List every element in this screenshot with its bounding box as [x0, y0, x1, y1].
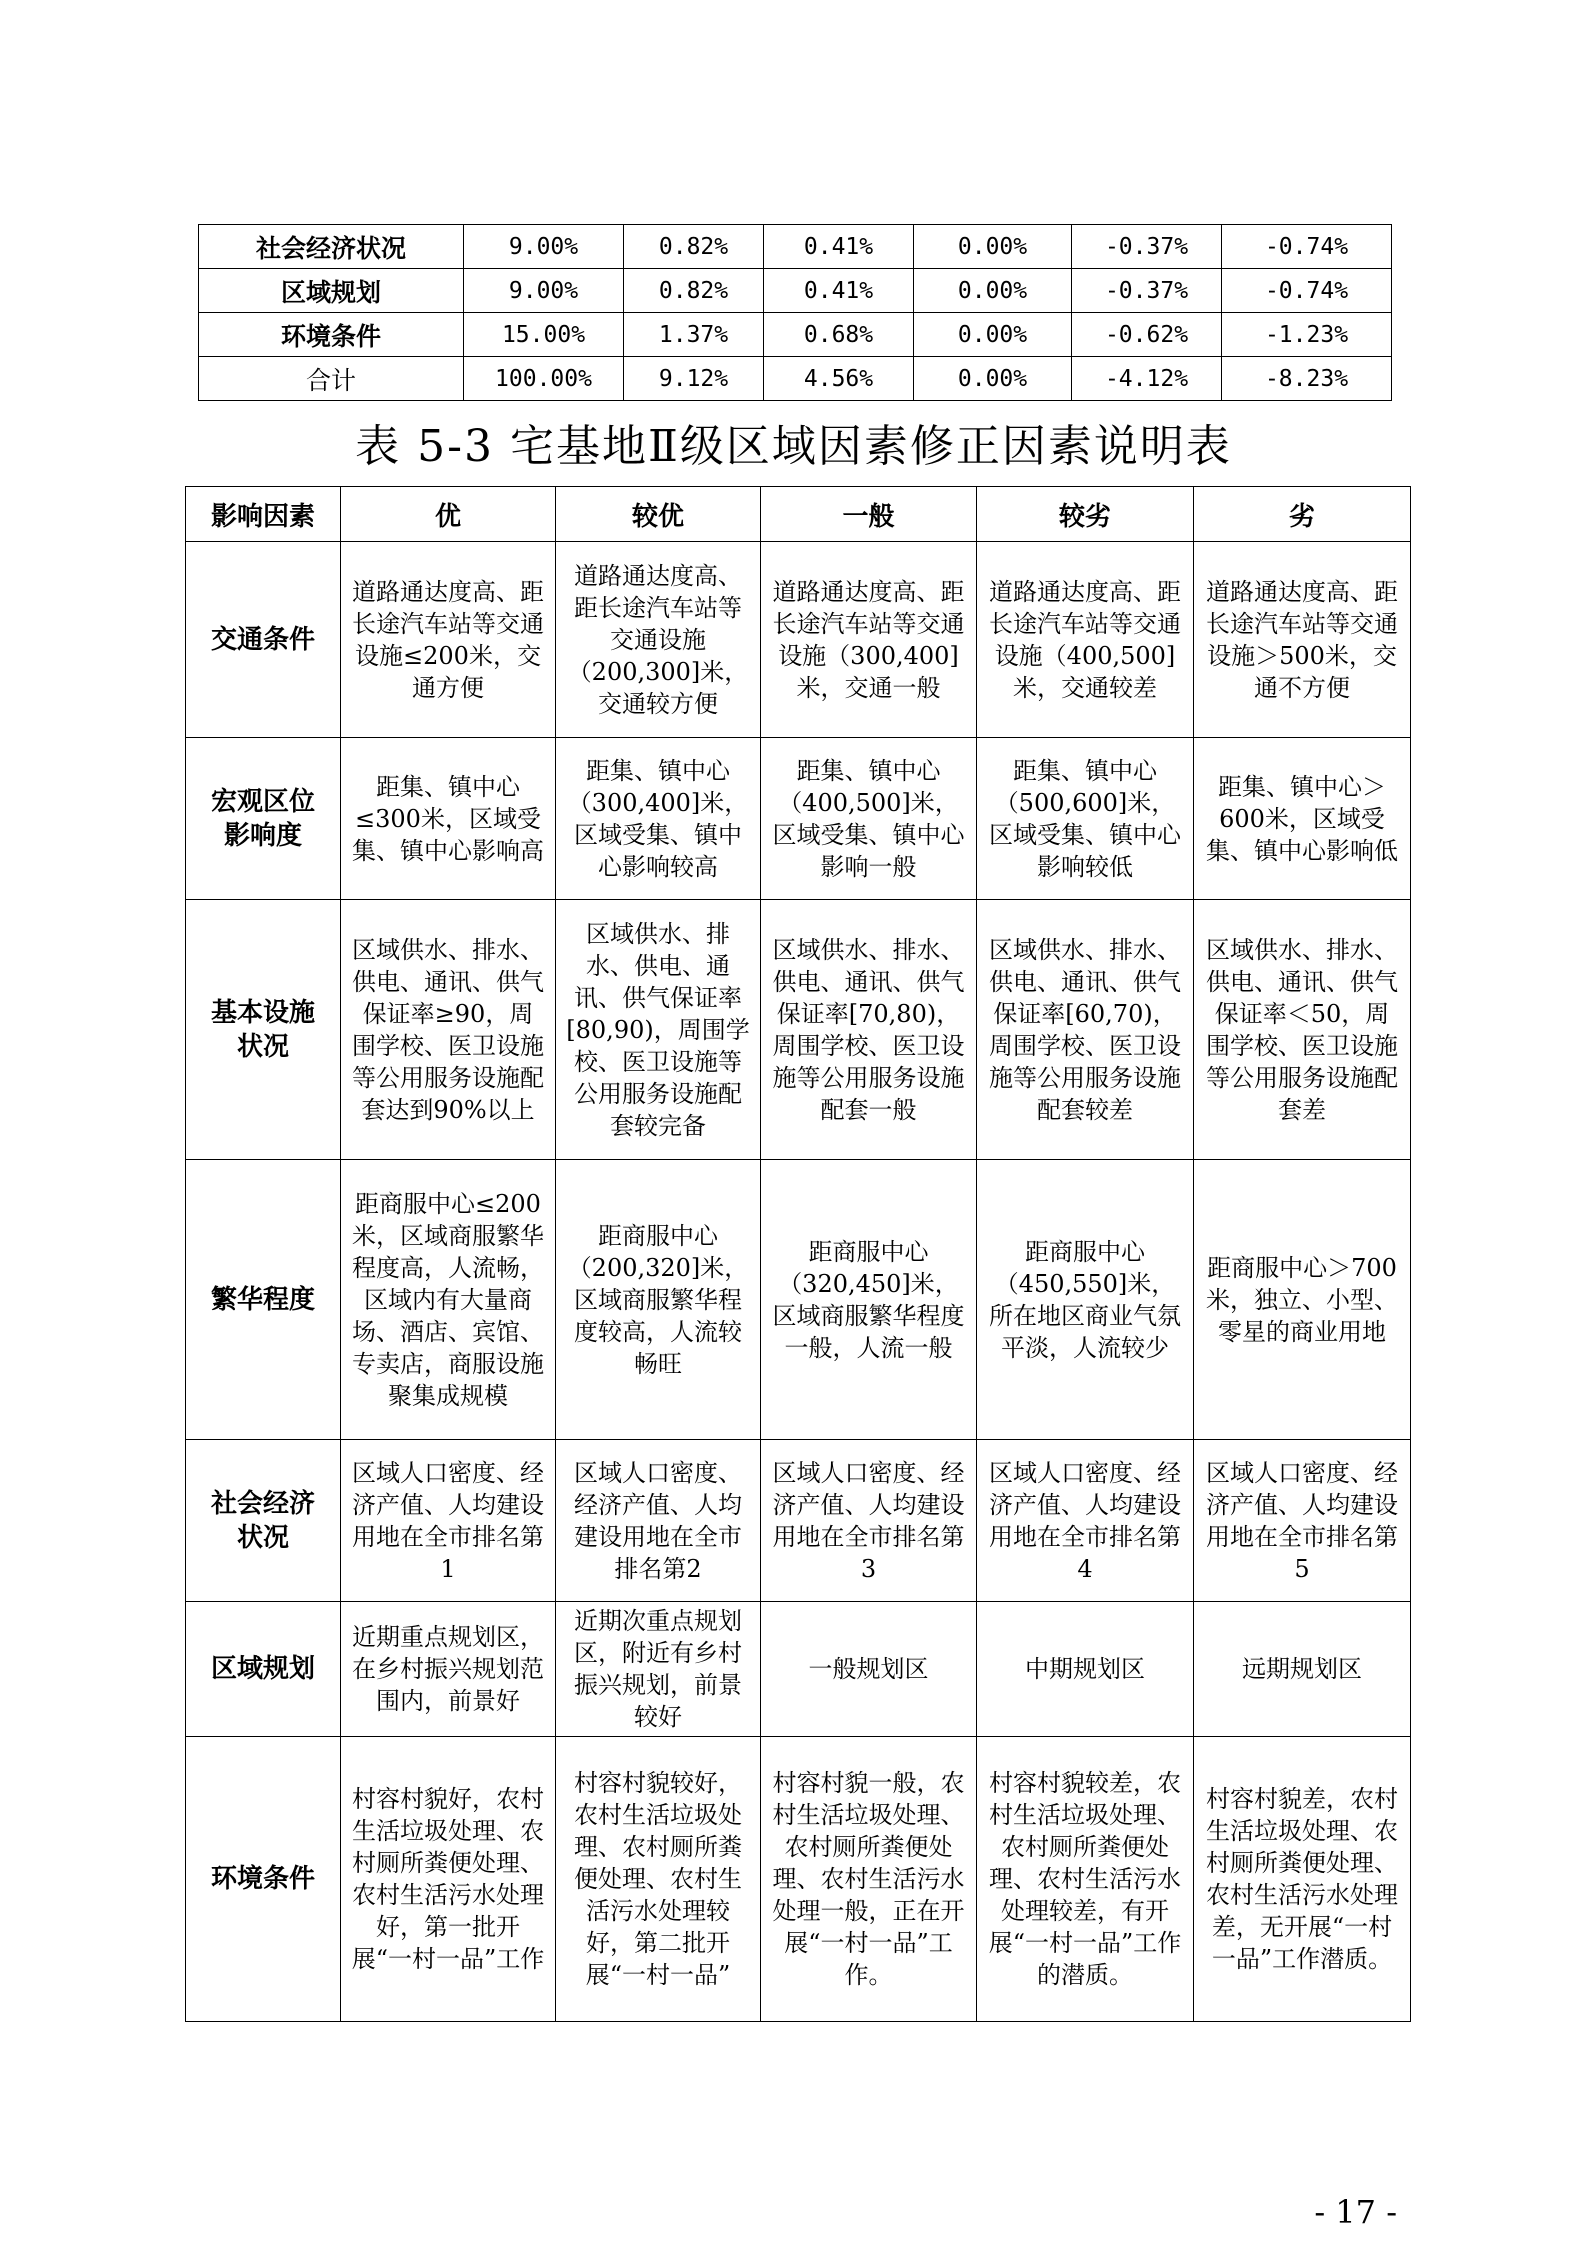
table-cell: 区域人口密度、经济产值、人均建设用地在全市排名第1 [341, 1440, 556, 1602]
header-cell: 影响因素 [186, 487, 341, 542]
summary-cell: -4.12% [1072, 357, 1222, 401]
table-cell: 村容村貌较差，农村生活垃圾处理、农村厕所粪便处理、农村生活污水处理较差，有开展“一村一品”工作的潜质。 [977, 1737, 1194, 2022]
factor-label: 交通条件 [186, 542, 341, 738]
summary-cell: 0.00% [914, 357, 1072, 401]
table-cell: 距集、镇中心（500,600]米，区域受集、镇中心影响较低 [977, 738, 1194, 900]
table-row [186, 1440, 1411, 1602]
factor-label: 社会经济状况 [186, 1440, 341, 1602]
summary-row [199, 269, 1392, 313]
table-row [186, 542, 1411, 738]
table-row [186, 1737, 1411, 2022]
table-row [186, 900, 1411, 1160]
table-cell: 距集、镇中心＞600米，区域受集、镇中心影响低 [1194, 738, 1411, 900]
summary-cell: 0.00% [914, 225, 1072, 269]
table-cell: 距商服中心≤200米，区域商服繁华 程度高，人流畅，区域内有大量商场、酒店、宾馆、专卖店，商服设施聚集成规模 [341, 1160, 556, 1440]
summary-cell: 0.00% [914, 269, 1072, 313]
summary-cell: -0.74% [1222, 225, 1392, 269]
header-cell: 一般 [761, 487, 977, 542]
table-cell: 道路通达度高、距长途汽车站等交通设施（400,500]米，交通较差 [977, 542, 1194, 738]
table-row [186, 1160, 1411, 1440]
table-cell: 村容村貌差，农村生活垃圾处理、农村厕所粪便处理、农村生活污水处理差，无开展“一村一品”工作潜质。 [1194, 1737, 1411, 2022]
table-cell: 区域供水、排水、供电、通讯、供气保证率≥90，周围学校、医卫设施等公用服务设施配套达到90%以上 [341, 900, 556, 1160]
factor-table [185, 486, 1411, 2022]
table-cell: 村容村貌较好，农村生活垃圾处理、农村厕所粪便处理、农村生活污水处理较好，第二批开展“一村一品” [556, 1737, 761, 2022]
table-row [186, 738, 1411, 900]
table-cell: 距集、镇中心（300,400]米，区域受集、镇中心影响较高 [556, 738, 761, 900]
summary-cell: -1.23% [1222, 313, 1392, 357]
summary-row [199, 225, 1392, 269]
table-cell: 区域人口密度、经济产值、人均建设用地在全市排名第3 [761, 1440, 977, 1602]
factor-label: 区域规划 [186, 1602, 341, 1737]
summary-label: 合计 [199, 357, 464, 401]
summary-cell: 9.00% [464, 225, 624, 269]
summary-cell: -0.37% [1072, 225, 1222, 269]
summary-label: 社会经济状况 [199, 225, 464, 269]
summary-table [198, 224, 1392, 401]
table-cell: 近期次重点规划区，附近有乡村振兴规划，前景较好 [556, 1602, 761, 1737]
factor-label: 宏观区位影响度 [186, 738, 341, 900]
summary-cell: 9.12% [624, 357, 764, 401]
summary-cell: 0.68% [764, 313, 914, 357]
table-cell: 距商服中心（450,550]米，所在地区商业气氛平淡，人流较少 [977, 1160, 1194, 1440]
header-cell: 劣 [1194, 487, 1411, 542]
summary-label: 环境条件 [199, 313, 464, 357]
table-cell: 道路通达度高、距长途汽车站等交通设施（300,400]米，交通一般 [761, 542, 977, 738]
summary-cell: 0.41% [764, 269, 914, 313]
table-cell: 区域人口密度、经济产值、人均建设用地在全市排名第5 [1194, 1440, 1411, 1602]
factor-label: 基本设施状况 [186, 900, 341, 1160]
header-row [186, 487, 1411, 542]
table-cell: 村容村貌一般，农村生活垃圾处理、农村厕所粪便处理、农村生活污水处理一般，正在开展“一村一品”工作。 [761, 1737, 977, 2022]
table-cell: 距集、镇中心≤300米，区域受集、镇中心影响高 [341, 738, 556, 900]
summary-cell: -0.62% [1072, 313, 1222, 357]
table-cell: 区域供水、排水、供电、通讯、供气保证率[80,90)，周围学校、医卫设施等公用服务设施配套较完备 [556, 900, 761, 1160]
table-cell: 区域人口密度、经济产值、人均建设用地在全市排名第4 [977, 1440, 1194, 1602]
summary-cell: -0.37% [1072, 269, 1222, 313]
summary-cell: 15.00% [464, 313, 624, 357]
table-row [186, 1602, 1411, 1737]
table-cell: 一般规划区 [761, 1602, 977, 1737]
header-cell: 较优 [556, 487, 761, 542]
table-cell: 道路通达度高、距长途汽车站等交通设施≤200米，交通方便 [341, 542, 556, 738]
table-cell: 村容村貌好，农村生活垃圾处理、农村厕所粪便处理、农村生活污水处理好，第一批开展“一村一品”工作 [341, 1737, 556, 2022]
summary-cell: 100.00% [464, 357, 624, 401]
table-cell: 道路通达度高、距长途汽车站等交通设施（200,300]米，交通较方便 [556, 542, 761, 738]
table-cell: 距商服中心（320,450]米，区域商服繁华程度一般，人流一般 [761, 1160, 977, 1440]
summary-label: 区域规划 [199, 269, 464, 313]
page-number: - 17 - [1314, 2193, 1397, 2231]
summary-cell: 0.82% [624, 269, 764, 313]
summary-cell: 0.00% [914, 313, 1072, 357]
factor-label: 繁华程度 [186, 1160, 341, 1440]
header-cell: 较劣 [977, 487, 1194, 542]
summary-cell: 0.82% [624, 225, 764, 269]
table-cell: 距商服中心（200,320]米，区域商服繁华程度较高，人流较畅旺 [556, 1160, 761, 1440]
summary-row [199, 313, 1392, 357]
table-cell: 距集、镇中心（400,500]米，区域受集、镇中心影响一般 [761, 738, 977, 900]
table-cell: 区域供水、排水、供电、通讯、供气保证率[60,70)，周围学校、医卫设施等公用服务设施配套较差 [977, 900, 1194, 1160]
summary-cell: 9.00% [464, 269, 624, 313]
table-title: 表 5-3 宅基地Ⅱ级区域因素修正因素说明表 [355, 421, 1232, 472]
header-cell: 优 [341, 487, 556, 542]
table-cell: 区域供水、排水、供电、通讯、供气保证率＜50，周围学校、医卫设施等公用服务设施配套差 [1194, 900, 1411, 1160]
table-cell: 区域人口密度、经济产值、人均建设用地在全市排名第2 [556, 1440, 761, 1602]
table-cell: 远期规划区 [1194, 1602, 1411, 1737]
summary-cell: -8.23% [1222, 357, 1392, 401]
summary-total-row [199, 357, 1392, 401]
summary-cell: 4.56% [764, 357, 914, 401]
table-cell: 道路通达度高、距长途汽车站等交通设施＞500米，交通不方便 [1194, 542, 1411, 738]
summary-cell: 0.41% [764, 225, 914, 269]
summary-cell: -0.74% [1222, 269, 1392, 313]
table-cell: 距商服中心＞700米，独立、小型、零星的商业用地 [1194, 1160, 1411, 1440]
table-cell: 中期规划区 [977, 1602, 1194, 1737]
table-cell: 区域供水、排水、供电、通讯、供气保证率[70,80)，周围学校、医卫设施等公用服务设施配套一般 [761, 900, 977, 1160]
summary-cell: 1.37% [624, 313, 764, 357]
table-cell: 近期重点规划区，在乡村振兴规划范围内，前景好 [341, 1602, 556, 1737]
factor-label: 环境条件 [186, 1737, 341, 2022]
